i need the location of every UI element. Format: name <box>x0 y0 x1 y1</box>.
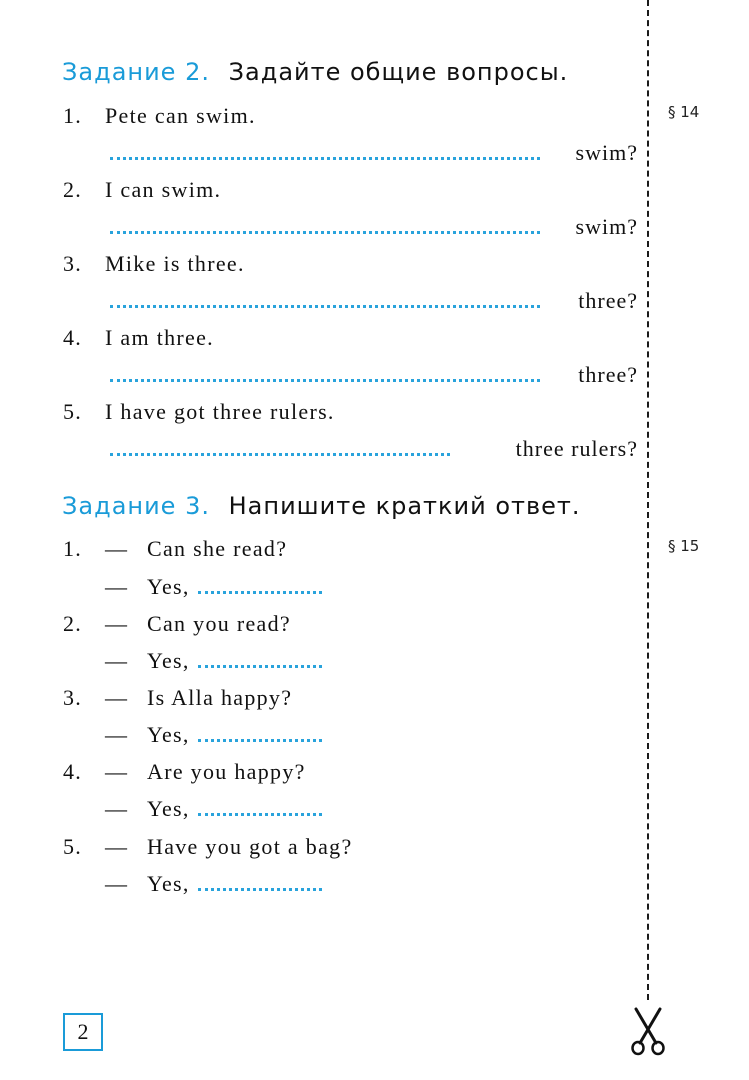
question-text: Have you got a bag? <box>147 834 353 859</box>
task3-answer-5[interactable] <box>105 871 322 897</box>
answer-start: Yes, <box>147 648 190 673</box>
task3-heading <box>62 492 581 520</box>
answer-dotted-line[interactable] <box>198 665 322 668</box>
item-number: 1. <box>63 103 83 128</box>
answer-dotted-line[interactable] <box>110 231 540 234</box>
task3-answer-3[interactable] <box>105 722 322 748</box>
answer-dotted-line[interactable] <box>198 813 322 816</box>
task2-item-4 <box>63 325 214 351</box>
item-number: 4. <box>63 759 83 784</box>
item-number: 1. <box>63 536 83 561</box>
task3-question-1 <box>63 536 287 562</box>
task2-label: Задание 2. <box>62 58 210 86</box>
task3-question-4 <box>63 759 306 785</box>
dash: — <box>105 611 129 636</box>
task2-ref: § 14 <box>668 103 700 121</box>
answer-start: Yes, <box>147 574 190 599</box>
answer-dotted-line[interactable] <box>110 453 450 456</box>
dash: — <box>105 722 129 747</box>
question-text: Are you happy? <box>147 759 306 784</box>
item-sentence: I have got three rulers. <box>105 399 335 424</box>
scissors-icon <box>628 1005 668 1057</box>
dash: — <box>105 759 129 784</box>
task3-question-3 <box>63 685 292 711</box>
dash: — <box>105 685 129 710</box>
task2-heading <box>62 58 568 86</box>
answer-dotted-line[interactable] <box>110 157 540 160</box>
dash: — <box>105 796 129 821</box>
answer-ending: swim? <box>575 214 638 239</box>
answer-ending: three? <box>578 362 638 387</box>
answer-dotted-line[interactable] <box>198 591 322 594</box>
task2-item-3 <box>63 251 245 277</box>
item-number: 4. <box>63 325 83 350</box>
dash: — <box>105 834 129 859</box>
answer-ending: three? <box>578 288 638 313</box>
item-sentence: I am three. <box>105 325 214 350</box>
question-text: Can you read? <box>147 611 291 636</box>
item-number: 5. <box>63 399 83 424</box>
page-number: 2 <box>63 1013 103 1051</box>
item-sentence: Pete can swim. <box>105 103 256 128</box>
task3-answer-4[interactable] <box>105 796 322 822</box>
task3-question-2 <box>63 611 291 637</box>
dash: — <box>105 648 129 673</box>
task3-answer-1[interactable] <box>105 574 322 600</box>
task3-ref: § 15 <box>668 537 700 555</box>
item-sentence: Mike is three. <box>105 251 245 276</box>
answer-dotted-line[interactable] <box>198 888 322 891</box>
dash: — <box>105 536 129 561</box>
task3-question-5 <box>63 834 353 860</box>
answer-dotted-line[interactable] <box>198 739 322 742</box>
task2-answer-2[interactable] <box>110 214 638 244</box>
item-number: 3. <box>63 685 83 710</box>
item-number: 2. <box>63 177 83 202</box>
task3-label: Задание 3. <box>62 492 210 520</box>
answer-dotted-line[interactable] <box>110 379 540 382</box>
dash: — <box>105 871 129 896</box>
task2-answer-3[interactable] <box>110 288 638 318</box>
cut-line <box>647 0 649 1000</box>
answer-start: Yes, <box>147 871 190 896</box>
answer-start: Yes, <box>147 796 190 821</box>
question-text: Can she read? <box>147 536 288 561</box>
answer-ending: three rulers? <box>515 436 638 461</box>
item-number: 5. <box>63 834 83 859</box>
task2-instruction: Задайте общие вопросы. <box>228 58 569 86</box>
task2-answer-1[interactable] <box>110 140 638 170</box>
task3-answer-2[interactable] <box>105 648 322 674</box>
task2-answer-5[interactable] <box>110 436 638 466</box>
task2-item-2 <box>63 177 221 203</box>
task3-instruction: Напишите краткий ответ. <box>228 492 581 520</box>
item-sentence: I can swim. <box>105 177 222 202</box>
answer-start: Yes, <box>147 722 190 747</box>
answer-ending: swim? <box>575 140 638 165</box>
answer-dotted-line[interactable] <box>110 305 540 308</box>
task2-answer-4[interactable] <box>110 362 638 392</box>
item-number: 2. <box>63 611 83 636</box>
question-text: Is Alla happy? <box>147 685 293 710</box>
dash: — <box>105 574 129 599</box>
task2-item-5 <box>63 399 335 425</box>
task2-item-1 <box>63 103 256 129</box>
item-number: 3. <box>63 251 83 276</box>
